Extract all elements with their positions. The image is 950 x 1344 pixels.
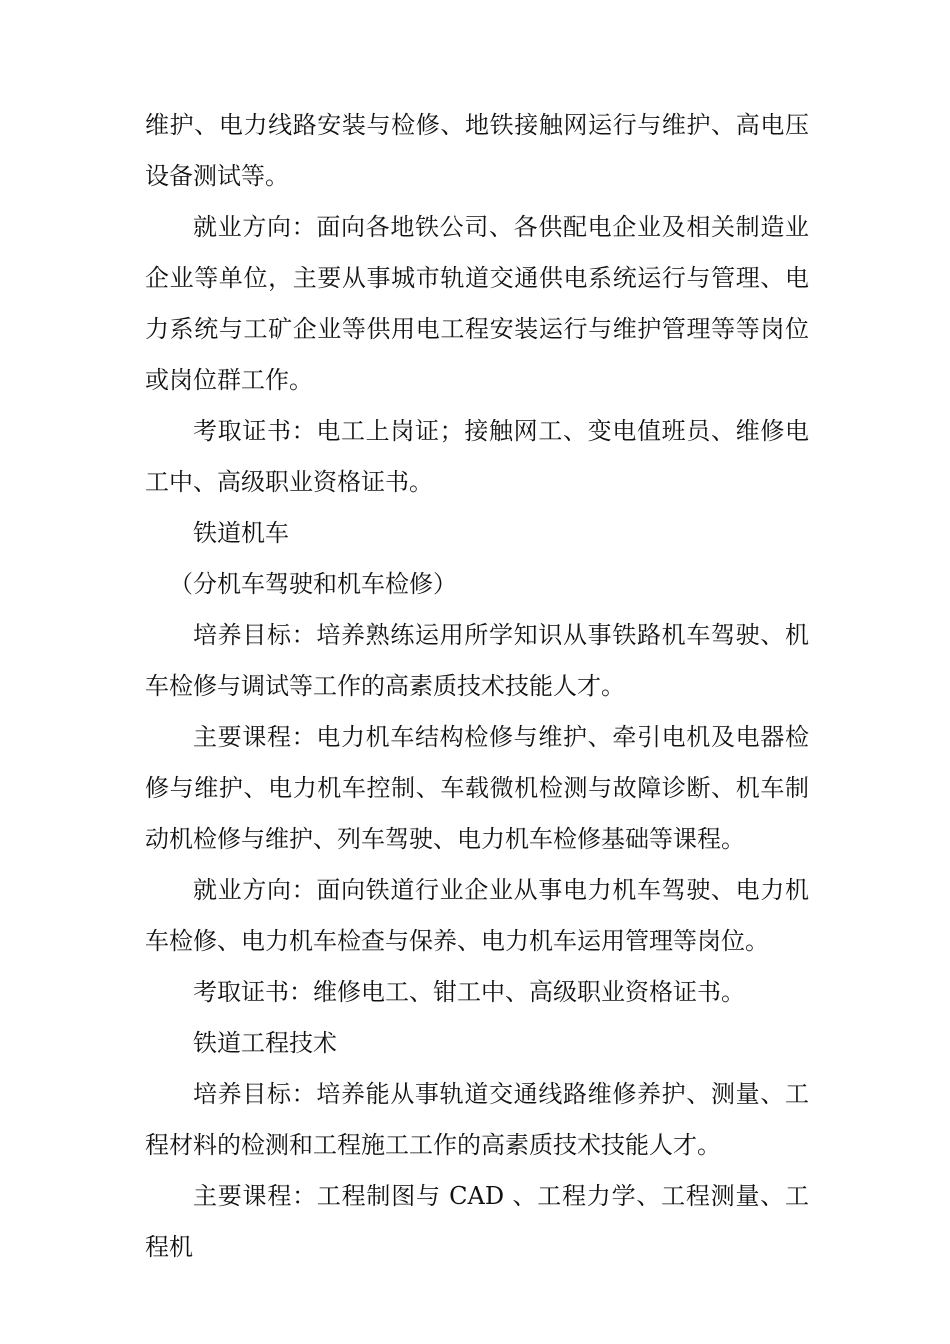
- paragraph-employment-direction: 就业方向：面向各地铁公司、各供配电企业及相关制造业企业等单位，主要从事城市轨道交通供电系统运行与管理、电力系统与工矿企业等供用电工程安装运行与维护管理等等岗位或岗位群工作。: [145, 213, 809, 394]
- paragraph-certificates: 考取证书：电工上岗证；接触网工、变电值班员、维修电工中、高级职业资格证书。: [145, 417, 809, 496]
- paragraph-certificates-locomotive: 考取证书：维修电工、钳工中、高级职业资格证书。: [193, 978, 745, 1006]
- paragraph-main-courses: 主要课程：电力机车结构检修与维护、牵引电机及电器检修与维护、电力机车控制、车载微机检测与故障诊断、机车制动机检修与维护、列车驾驶、电力机车检修基础等课程。: [145, 723, 809, 853]
- document-body: [145, 100, 809, 1273]
- section-subheading-locomotive: （分机车驾驶和机车检修）: [169, 570, 457, 598]
- paragraph-employment-direction-locomotive: 就业方向：面向铁道行业企业从事电力机车驾驶、电力机车检修、电力机车检查与保养、电力机车运用管理等岗位。: [145, 876, 809, 955]
- paragraph-main-courses-engineering: 主要课程：工程制图与 CAD 、工程力学、工程测量、工程机: [145, 1182, 809, 1261]
- paragraph-training-goal-engineering: 培养目标：培养能从事轨道交通线路维修养护、测量、工程材料的检测和工程施工工作的高素质技术技能人才。: [145, 1080, 809, 1159]
- paragraph-continuation: 维护、电力线路安装与检修、地铁接触网运行与维护、高电压设备测试等。: [145, 111, 809, 190]
- paragraph-training-goal: 培养目标：培养熟练运用所学知识从事铁路机车驾驶、机车检修与调试等工作的高素质技术技能人才。: [145, 621, 809, 700]
- section-heading-locomotive: 铁道机车: [193, 519, 289, 547]
- section-heading-railway-engineering: 铁道工程技术: [193, 1029, 337, 1057]
